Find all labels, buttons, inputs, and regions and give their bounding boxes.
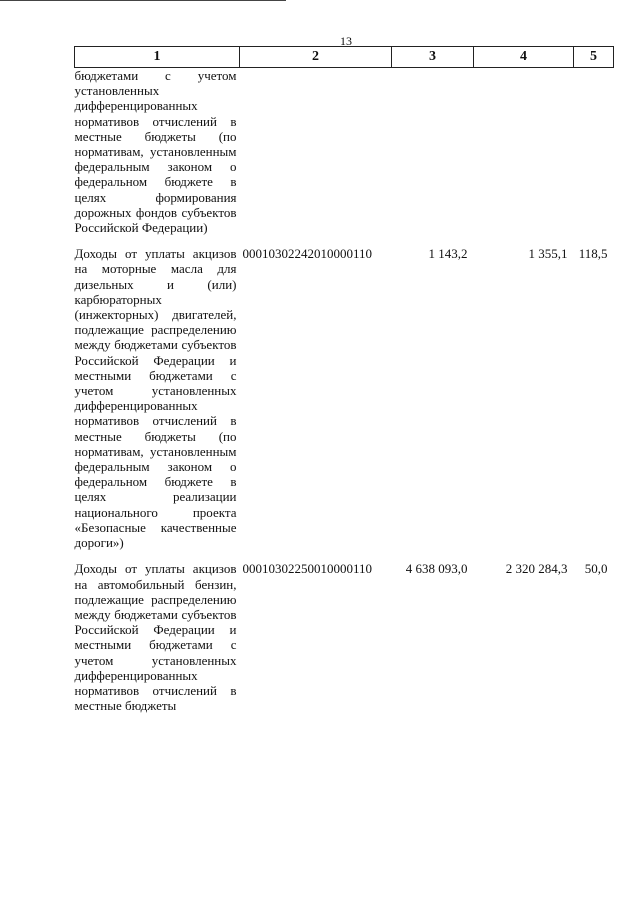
row-value-3: 1 143,2: [428, 246, 468, 262]
col-header-1: 1: [75, 47, 240, 68]
row-value-5: 50,0: [584, 561, 608, 577]
row-name: Доходы от уплаты акцизов на автомобильный бензин, подлежащие распределению между бюджетами субъектов Российской Федерации и местными бюджетами с учетом установленных дифференцированных нормативов отчислений в местные бюджеты: [74, 561, 237, 714]
table-row: [75, 68, 614, 247]
table-row: [75, 246, 614, 561]
row-value-4: 1 355,1: [528, 246, 568, 262]
top-rule: [0, 0, 286, 1]
row-code: [240, 68, 392, 247]
row-value-4: 2 320 284,3: [505, 561, 568, 577]
row-value-5: [574, 68, 614, 247]
budget-table: [74, 46, 614, 713]
row-code: 00010302242010000110: [242, 246, 373, 262]
table-row: [75, 561, 614, 713]
page-number: 13: [340, 34, 352, 48]
row-name: Доходы от уплаты акцизов на моторные масла для дизельных и (или) карбюраторных (инжекторных) двигателей, подлежащие распределению между бюджетами субъектов Российской Федерации и местными бюджетами с учетом установленных дифференцированных нормативов отчислений в местные бюджеты (по нормативам, установленным федеральным законом о федеральном бюджете в целях реализации национального проекта «Безопасные качественные дороги»): [74, 246, 237, 551]
row-code: 00010302250010000110: [242, 561, 373, 577]
col-header-5: 5: [574, 47, 614, 68]
row-value-3: 4 638 093,0: [405, 561, 468, 577]
col-header-2: 2: [240, 47, 392, 68]
col-header-3: 3: [392, 47, 474, 68]
col-header-4: 4: [474, 47, 574, 68]
table-header-row: [75, 47, 614, 68]
row-value-4: [474, 68, 574, 247]
row-value-3: [392, 68, 474, 247]
row-value-5: 118,5: [578, 246, 608, 262]
row-name: бюджетами с учетом установленных дифференцированных нормативов отчислений в местные бюджеты (по нормативам, установленным федеральным законом о федеральном бюджете в целях формирования дорожных фондов субъектов Российской Федерации): [74, 68, 237, 236]
